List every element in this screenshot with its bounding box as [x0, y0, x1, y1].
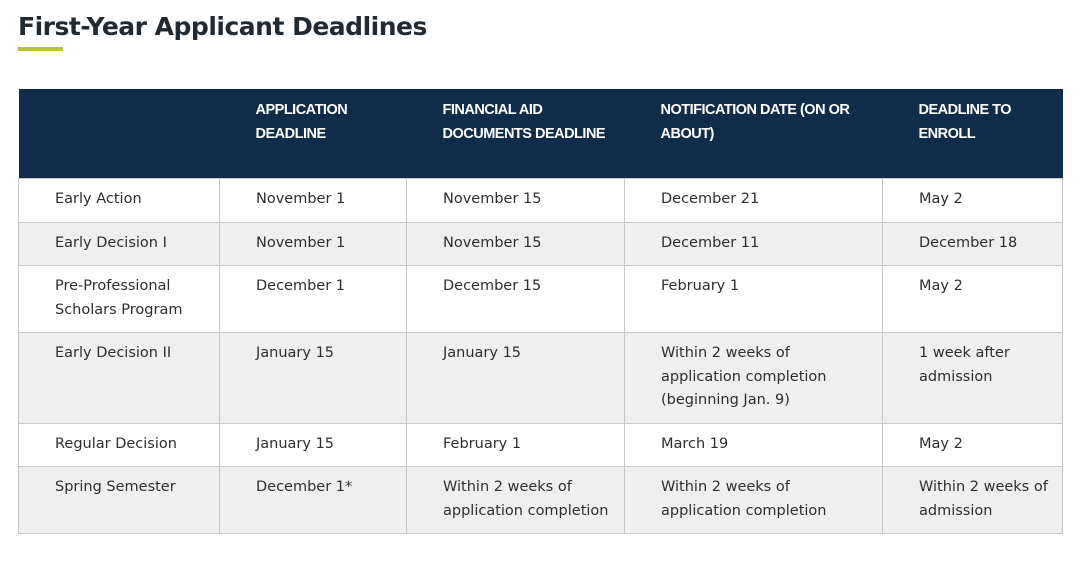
- table-row: [19, 423, 1063, 467]
- table-row: [19, 222, 1063, 266]
- title-underline: [18, 47, 63, 51]
- cell-application-deadline: December 1: [220, 266, 407, 333]
- header-program: [19, 89, 220, 179]
- header-financial-aid-deadline: FINANCIAL AID DOCUMENTS DEADLINE: [407, 89, 625, 179]
- cell-financial-aid-deadline: November 15: [407, 222, 625, 266]
- header-application-deadline: APPLICATION DEADLINE: [220, 89, 407, 179]
- cell-deadline-to-enroll: May 2: [883, 266, 1063, 333]
- header-notification-date: NOTIFICATION DATE (ON OR ABOUT): [625, 89, 883, 179]
- cell-notification-date: Within 2 weeks of application completion: [625, 467, 883, 534]
- cell-program: Spring Semester: [19, 467, 220, 534]
- page-title: First-Year Applicant Deadlines: [18, 12, 427, 41]
- cell-deadline-to-enroll: May 2: [883, 423, 1063, 467]
- cell-notification-date: December 11: [625, 222, 883, 266]
- cell-financial-aid-deadline: January 15: [407, 333, 625, 424]
- cell-deadline-to-enroll: Within 2 weeks of admission: [883, 467, 1063, 534]
- cell-application-deadline: January 15: [220, 423, 407, 467]
- cell-application-deadline: January 15: [220, 333, 407, 424]
- cell-program: Pre-Professional Scholars Program: [19, 266, 220, 333]
- deadlines-table: [18, 89, 1063, 534]
- cell-deadline-to-enroll: 1 week after admission: [883, 333, 1063, 424]
- cell-financial-aid-deadline: February 1: [407, 423, 625, 467]
- cell-deadline-to-enroll: May 2: [883, 179, 1063, 223]
- table-row: [19, 179, 1063, 223]
- cell-notification-date: Within 2 weeks of application completion (beginning Jan. 9): [625, 333, 883, 424]
- cell-financial-aid-deadline: November 15: [407, 179, 625, 223]
- cell-program: Regular Decision: [19, 423, 220, 467]
- cell-notification-date: February 1: [625, 266, 883, 333]
- cell-notification-date: December 21: [625, 179, 883, 223]
- table-row: [19, 266, 1063, 333]
- cell-program: Early Decision I: [19, 222, 220, 266]
- cell-application-deadline: December 1*: [220, 467, 407, 534]
- cell-program: Early Action: [19, 179, 220, 223]
- header-deadline-to-enroll: DEADLINE TO ENROLL: [883, 89, 1063, 179]
- table-row: [19, 333, 1063, 424]
- cell-financial-aid-deadline: Within 2 weeks of application completion: [407, 467, 625, 534]
- cell-notification-date: March 19: [625, 423, 883, 467]
- cell-financial-aid-deadline: December 15: [407, 266, 625, 333]
- table-row: [19, 467, 1063, 534]
- table-header-row: [19, 89, 1063, 179]
- cell-application-deadline: November 1: [220, 179, 407, 223]
- cell-deadline-to-enroll: December 18: [883, 222, 1063, 266]
- cell-application-deadline: November 1: [220, 222, 407, 266]
- cell-program: Early Decision II: [19, 333, 220, 424]
